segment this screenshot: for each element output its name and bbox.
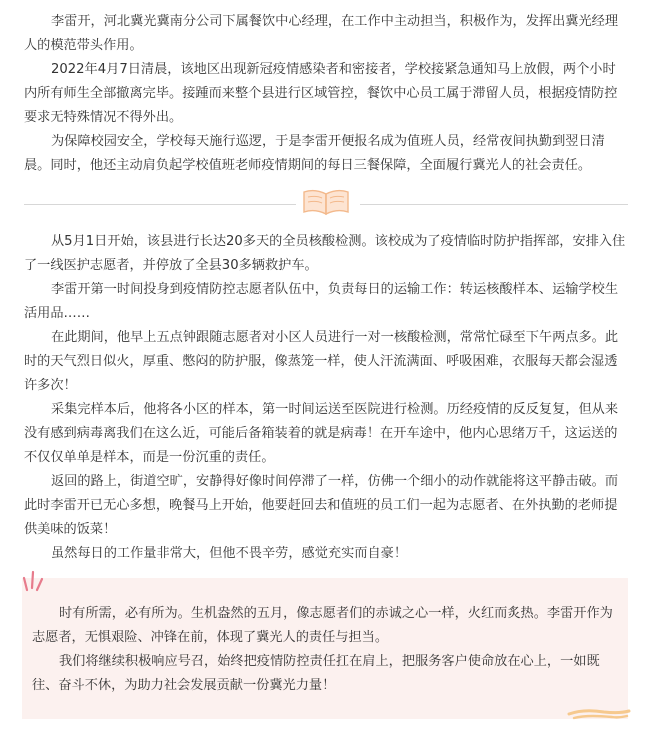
body-paragraph-2: 李雷开第一时间投身到疫情防控志愿者队伍中，负责每日的运输工作：转运核酸样本、运输学校生活用品…… xyxy=(24,282,619,321)
body-paragraph-4: 采集完样本后，他将各小区的样本，第一时间运送至医院进行检测。历经疫情的反反复复，但从来没有感到病毒离我们在这么近，可能后备箱装着的就是病毒！在开车途中，他内心思绪万千，这运送的不仅仅单单是样本，而是一份沉重的责任。 xyxy=(24,402,619,465)
closing-paragraph-1: 时有所需，必有所为。生机盎然的五月，像志愿者们的赤诚之心一样，火红而炙热。李雷开作为志愿者，无惧艰险、冲锋在前，体现了冀光人的责任与担当。 xyxy=(32,606,613,645)
body-paragraph-5: 返回的路上，街道空旷，安静得好像时间停滞了一样，仿佛一个细小的动作就能将这平静击破。而此时李雷开已无心多想，晚餐马上开始，他要赶回去和值班的员工们一起为志愿者、在外执勤的老师提供美味的饭菜！ xyxy=(24,474,619,537)
divider-line-left xyxy=(24,204,296,205)
body-paragraph-3: 在此期间，他早上五点钟跟随志愿者对小区人员进行一对一核酸检测，常常忙碌至下午两点多。此时的天气烈日似火，厚重、憋闷的防护服，像蒸笼一样，使人汗流满面、呼吸困难，衣服每天都会湿透许多次！ xyxy=(24,330,619,393)
intro-paragraph-1: 李雷开，河北冀光冀南分公司下属餐饮中心经理，在工作中主动担当，积极作为，发挥出冀光经理人的模范带头作用。 xyxy=(24,14,619,53)
sparkle-lines-icon xyxy=(22,568,44,598)
closing-box xyxy=(22,578,628,719)
intro-paragraph-3: 为保障校园安全，学校每天施行巡逻，于是李雷开便报名成为值班人员，经常夜间执勤到翌日清晨。同时，他还主动肩负起学校值班老师疫情期间的每日三餐保障，全面履行冀光人的社会责任。 xyxy=(24,134,605,173)
closing-paragraph-2: 我们将继续积极响应号召，始终把疫情防控责任扛在肩上，把服务客户使命放在心上，一如既往、奋斗不休，为助力社会发展贡献一份冀光力量！ xyxy=(32,654,600,693)
intro-paragraph-2: 2022年4月7日清晨，该地区出现新冠疫情感染者和密接者，学校接紧急通知马上放假，两个小时内所有师生全部撤离完毕。接踵而来整个县进行区域管控，餐饮中心员工属于滞留人员，根据疫情防控要求无特殊情况不得外出。 xyxy=(24,62,618,125)
brush-underline-icon xyxy=(566,705,632,723)
body-paragraph-1: 从5月1日开始，该县进行长达20多天的全员核酸检测。该校成为了疫情临时防护指挥部，安排入住了一线医护志愿者，并停放了全县30多辆救护车。 xyxy=(24,234,626,273)
divider-line-right xyxy=(360,204,628,205)
open-book-icon xyxy=(300,188,352,218)
body-paragraph-6: 虽然每日的工作量非常大，但他不畏辛劳，感觉充实而自豪！ xyxy=(51,546,408,561)
